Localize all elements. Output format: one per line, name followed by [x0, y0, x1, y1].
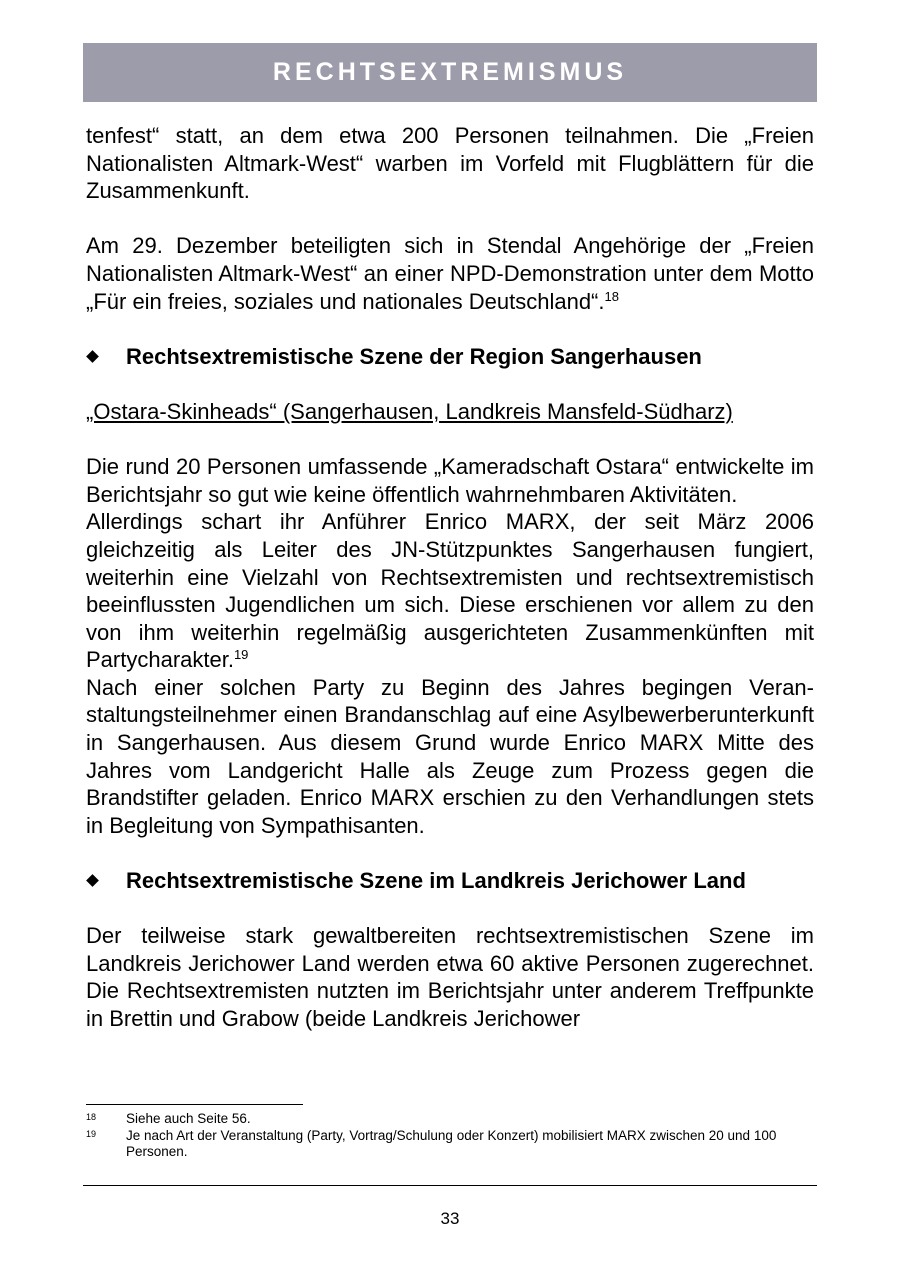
paragraph: Die rund 20 Personen umfassende „Kameradschaft Ostara“ entwickelte im Berichtsjahr so gut wie keine öffentlich wahrnehmbaren Aktivitäten. [86, 454, 814, 507]
footnote [86, 1128, 814, 1161]
page-header-title: RECHTSEXTREMISMUS [272, 58, 628, 86]
footnote-number: 18 [86, 1112, 97, 1122]
footnote-separator [86, 1104, 303, 1105]
footnote-text: Siehe auch Seite 56. [126, 1111, 251, 1126]
footnote-number: 19 [86, 1128, 97, 1139]
footnote [86, 1111, 814, 1128]
paragraph: Der teilweise stark gewaltbereiten rechtsextremistischen Szene im Landkreis Jerichower Land werden etwa 60 aktive Personen zugerechnet. Die Rechtsextremisten nutzten im Berichtsjahr unter anderem Treffpunkte in Brettin und Grabow (beide Landkreis Jerichower [86, 923, 814, 1031]
footer-rule [83, 1185, 817, 1186]
footnote-ref-18: 18 [604, 288, 619, 304]
diamond-bullet-icon [86, 350, 99, 363]
section-heading-sangerhausen: Rechtsextremistische Szene der Region Sangerhausen [86, 343, 814, 371]
section-heading-jerichow: Rechtsextremistische Szene im Landkreis Jerichower Land [86, 867, 814, 895]
paragraph: Am 29. Dezember beteiligten sich in Stendal Angehörige der „Freien Nationalisten Altmark-West“ an einer NPD-Demonstration unter dem Motto „Für ein freies, soziales und nationales Deutschland“.$^{18}$ [86, 233, 814, 314]
page-number: 33 [440, 1209, 460, 1228]
page-header-bar [83, 43, 817, 102]
paragraph: Nach einer solchen Party zu Beginn des Jahres begingen Veranstaltungsteilnehmer einen Brandanschlag auf eine Asylbewerberunterkunft in Sangerhausen. Aus diesem Grund wurde Enrico MARX Mitte des Jahres vom Landgericht Halle als Zeuge zum Prozess gegen die Brandstifter geladen. Enrico MARX erschien zu den Verhandlungen stets in Begleitung von Sympathisanten. [86, 674, 814, 838]
footnote-text: Je nach Art der Veranstaltung (Party, Vortrag/Schulung oder Konzert) mobilisiert MARX zwischen 20 und 100 Personen. [126, 1127, 777, 1159]
paragraph: Allerdings schart ihr Anführer Enrico MARX, der seit März 2006 gleichzeitig als Leiter des JN-Stützpunktes Sangerhausen fungiert, weiterhin eine Vielzahl von Rechtsextremisten und rechtsextremistisch beeinflussten Jugendlichen um sich. Diese erschienen vor allem zu den von ihm weiterhin regelmäßig ausgerichteten Zusammenkünften mit Partycharakter.$^{19}$ [86, 509, 814, 673]
footnotes [86, 1111, 814, 1161]
diamond-bullet-icon [86, 874, 99, 887]
subheading-ostara: „Ostara-Skinheads“ (Sangerhausen, Landkreis Mansfeld-Südharz) [86, 398, 733, 424]
body-text [86, 122, 814, 1033]
footnote-ref-19: 19 [233, 647, 249, 663]
paragraph: tenfest“ statt, an dem etwa 200 Personen teilnahmen. Die „Freien Nationalisten Altmark-West“ warben im Vorfeld mit Flugblättern für die Zusammenkunft. [86, 123, 814, 204]
